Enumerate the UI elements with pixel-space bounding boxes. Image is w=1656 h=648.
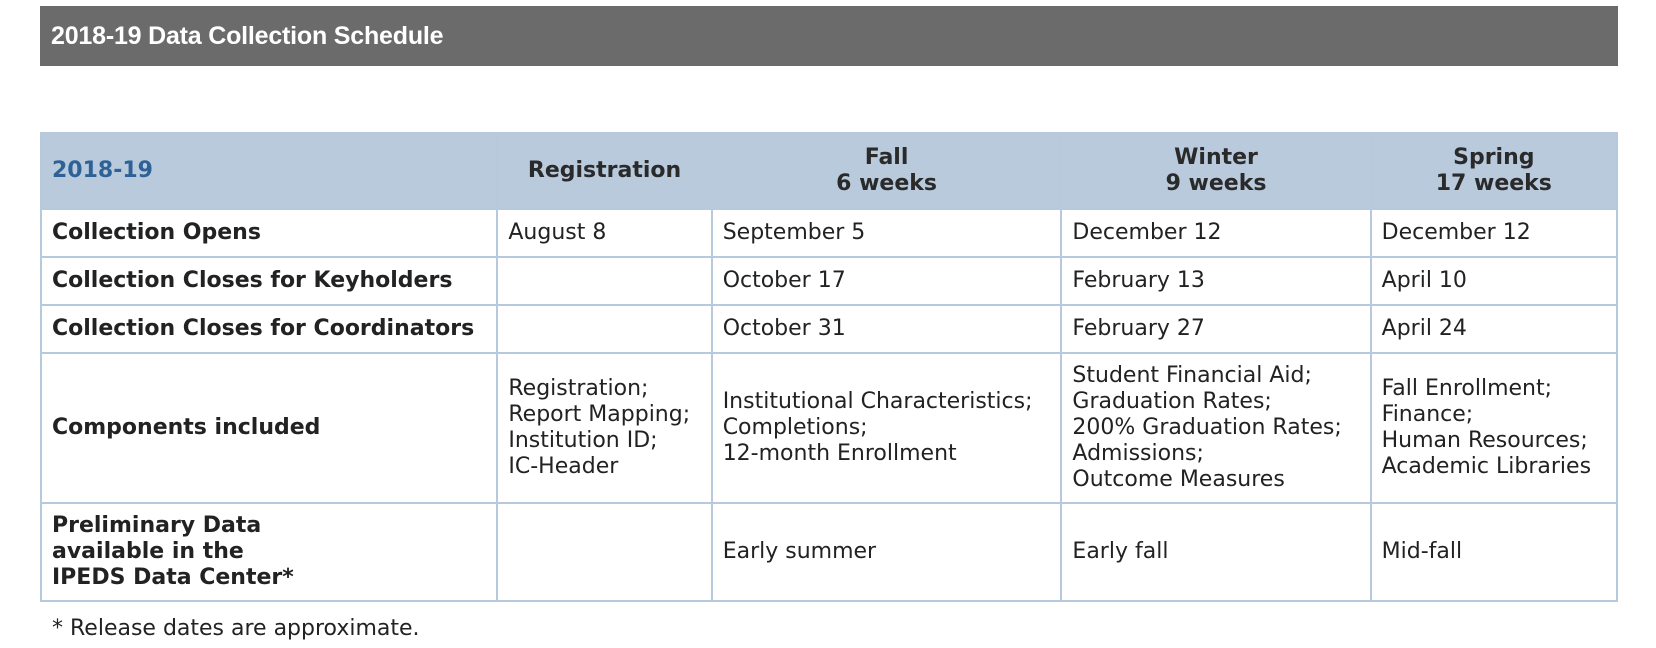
column-header-registration: [497, 133, 711, 209]
table-row: [41, 257, 1617, 305]
table-row: [41, 353, 1617, 503]
header-row: [41, 133, 1617, 209]
row-label: Preliminary Data available in the IPEDS Data Center*: [41, 503, 497, 601]
table-cell: Early fall: [1061, 503, 1370, 601]
table-cell: October 31: [712, 305, 1062, 353]
footnote: * Release dates are approximate.: [52, 616, 420, 641]
row-label: Collection Opens: [41, 209, 497, 257]
table-cell: Institutional Characteristics; Completions; 12-month Enrollment: [712, 353, 1062, 503]
table-cell: Student Financial Aid; Graduation Rates; 200% Graduation Rates; Admissions; Outcome Measures: [1061, 353, 1370, 503]
table-cell: February 27: [1061, 305, 1370, 353]
table-cell: August 8: [497, 209, 711, 257]
table-cell: September 5: [712, 209, 1062, 257]
column-header-spring: [1371, 133, 1617, 209]
row-label: Components included: [41, 353, 497, 503]
title-bar: [40, 6, 1618, 66]
table-cell: December 12: [1371, 209, 1617, 257]
table-cell: Fall Enrollment; Finance; Human Resources; Academic Libraries: [1371, 353, 1617, 503]
column-name: Winter: [1174, 145, 1258, 170]
table-cell: [497, 257, 711, 305]
column-header-fall: [712, 133, 1062, 209]
column-name: Fall: [864, 145, 909, 170]
column-duration: 6 weeks: [836, 171, 937, 196]
table-cell: December 12: [1061, 209, 1370, 257]
table-row: [41, 503, 1617, 601]
table-cell: Early summer: [712, 503, 1062, 601]
page-title: 2018-19 Data Collection Schedule: [51, 21, 444, 50]
column-name: Spring: [1453, 145, 1535, 170]
table-cell: February 13: [1061, 257, 1370, 305]
column-duration: 17 weeks: [1435, 171, 1552, 196]
table-cell: [497, 305, 711, 353]
table-cell: October 17: [712, 257, 1062, 305]
table-row: [41, 209, 1617, 257]
column-duration: 9 weeks: [1165, 171, 1267, 196]
table-cell: Mid-fall: [1371, 503, 1617, 601]
table-row: [41, 305, 1617, 353]
year-header: 2018-19: [41, 133, 497, 209]
row-label: Collection Closes for Keyholders: [41, 257, 497, 305]
column-header-winter: [1061, 133, 1370, 209]
schedule-table: [40, 132, 1618, 602]
table-cell: [497, 503, 711, 601]
table-cell: April 10: [1371, 257, 1617, 305]
table-cell: April 24: [1371, 305, 1617, 353]
row-label: Collection Closes for Coordinators: [41, 305, 497, 353]
table-cell: Registration; Report Mapping; Institution ID; IC-Header: [497, 353, 711, 503]
column-name: Registration: [527, 158, 682, 183]
